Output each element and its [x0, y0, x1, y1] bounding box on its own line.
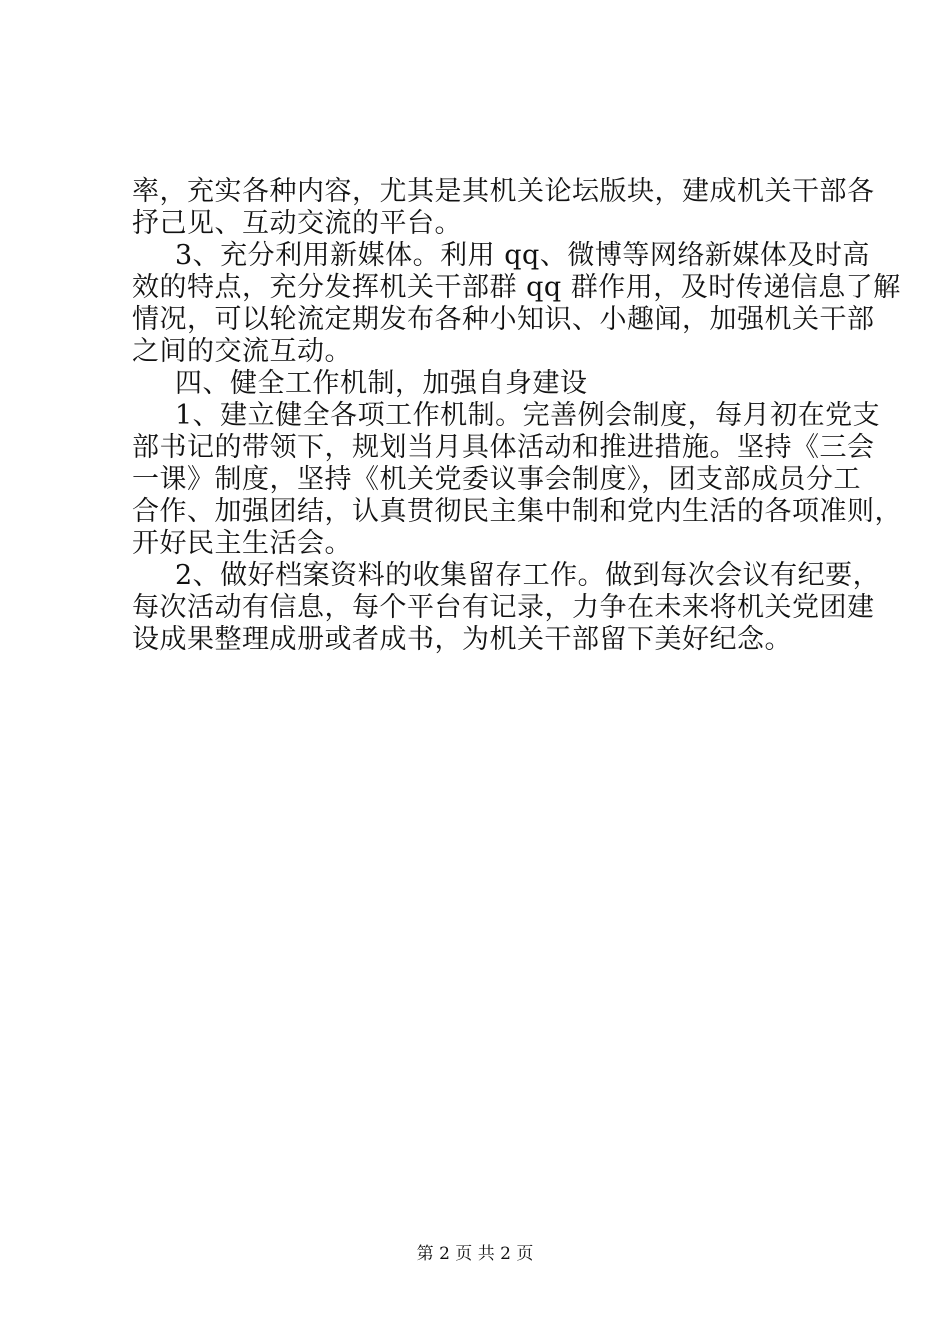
body-text-line: 2、做好档案资料的收集留存工作。做到每次会议有纪要， — [175, 560, 881, 591]
body-text-line: 部书记的带领下，规划当月具体活动和推进措施。坚持《三会 — [132, 432, 875, 463]
section-heading: 四、健全工作机制，加强自身建设 — [175, 368, 588, 399]
body-text-line: 率，充实各种内容，尤其是其机关论坛版块，建成机关干部各 — [132, 176, 875, 207]
body-text-line: 3、充分利用新媒体。利用 qq、微博等网络新媒体及时高 — [175, 240, 870, 271]
body-text-line: 情况，可以轮流定期发布各种小知识、小趣闻，加强机关干部 — [132, 304, 875, 335]
body-text-line: 开好民主生活会。 — [132, 528, 352, 559]
body-text-line: 之间的交流互动。 — [132, 336, 352, 367]
body-text-line: 一课》制度，坚持《机关党委议事会制度》，团支部成员分工 — [132, 464, 861, 495]
body-text-line: 设成果整理成册或者成书，为机关干部留下美好纪念。 — [132, 624, 792, 655]
body-text-line: 1、建立健全各项工作机制。完善例会制度，每月初在党支 — [175, 400, 881, 431]
body-text-line: 抒己见、互动交流的平台。 — [132, 208, 462, 239]
body-text-line: 合作、加强团结，认真贯彻民主集中制和党内生活的各项准则， — [132, 496, 902, 527]
body-text-line: 效的特点，充分发挥机关干部群 qq 群作用，及时传递信息了解 — [132, 272, 901, 303]
page-footer: 第 2 页 共 2 页 — [416, 1244, 534, 1264]
body-text-line: 每次活动有信息，每个平台有记录，力争在未来将机关党团建 — [132, 592, 875, 623]
